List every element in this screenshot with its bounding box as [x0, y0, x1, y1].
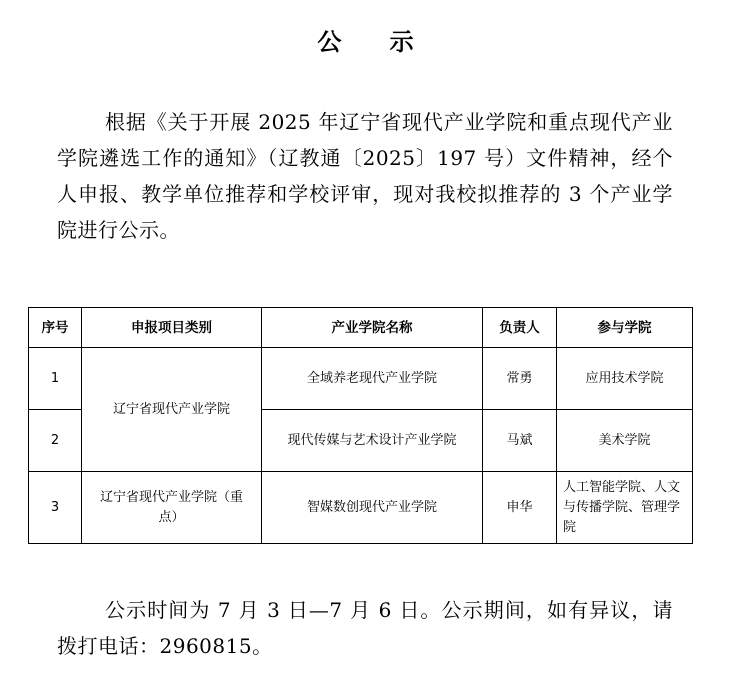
row-no: 3	[29, 472, 82, 544]
header-category: 申报项目类别	[82, 308, 262, 348]
table-row	[29, 348, 693, 410]
notice-paragraph: 公示时间为 7 月 3 日—7 月 6 日。公示期间，如有异议，请拨打电话：2960815。	[57, 598, 673, 658]
row-leader: 常勇	[483, 348, 557, 410]
row-leader: 申华	[483, 472, 557, 544]
row-participants: 应用技术学院	[557, 348, 693, 410]
page-title: 公 示	[317, 28, 434, 56]
row-name: 全域养老现代产业学院	[262, 348, 483, 410]
table-row	[29, 472, 693, 544]
row-participants: 美术学院	[557, 410, 693, 472]
intro-paragraph: 根据《关于开展 2025 年辽宁省现代产业学院和重点现代产业学院遴选工作的通知》（辽教通〔2025〕197 号）文件精神，经个人申报、教学单位推荐和学校评审，现对我校拟推荐的 3 个产业学院进行公示。	[57, 110, 673, 242]
header-no: 序号	[29, 308, 82, 348]
row-category: 辽宁省现代产业学院（重点）	[82, 472, 262, 544]
row-no: 1	[29, 348, 82, 410]
row-name: 现代传媒与艺术设计产业学院	[262, 410, 483, 472]
row-leader: 马斌	[483, 410, 557, 472]
row-name: 智媒数创现代产业学院	[262, 472, 483, 544]
row-no: 2	[29, 410, 82, 472]
row-participants: 人工智能学院、人文与传播学院、管理学院	[557, 472, 693, 544]
header-name: 产业学院名称	[262, 308, 483, 348]
header-participants: 参与学院	[557, 308, 693, 348]
table-header-row	[29, 308, 693, 348]
header-leader: 负责人	[483, 308, 557, 348]
candidates-table	[28, 307, 693, 544]
row-category: 辽宁省现代产业学院	[82, 348, 262, 472]
